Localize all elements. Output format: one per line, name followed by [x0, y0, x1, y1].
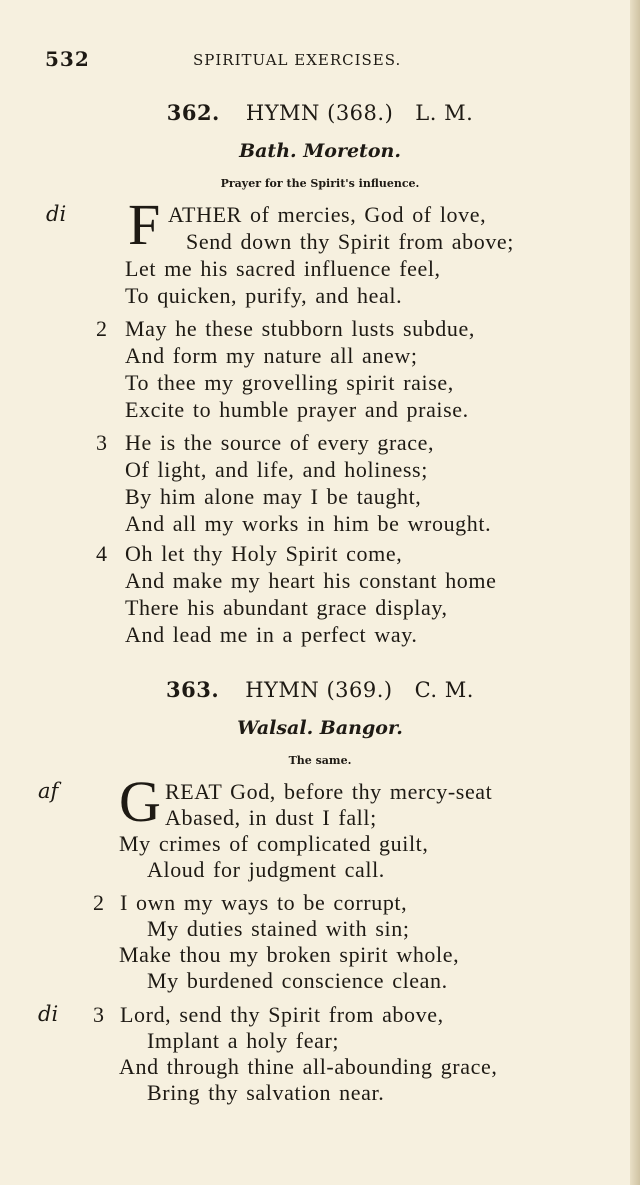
verse-number: 2	[93, 890, 104, 915]
margin-mark: af	[38, 779, 59, 803]
verse-line: Oh let thy Holy Spirit come,	[125, 541, 403, 566]
hymn-meter: C. M.	[414, 678, 474, 702]
verse-line: And form my nature all anew;	[125, 343, 418, 368]
verse-line: Make thou my broken spirit whole,	[119, 942, 460, 967]
verse-number: 3	[93, 1002, 104, 1027]
verse-line: Abased, in dust I fall;	[165, 805, 377, 830]
verse-line: Excite to humble prayer and praise.	[125, 397, 469, 422]
hymn-363-heading	[0, 677, 640, 702]
verse-line: Aloud for judgment call.	[147, 857, 385, 882]
hymn-363-tunes: Walsal. Bangor.	[237, 717, 403, 739]
verse-line: There his abundant grace display,	[125, 595, 448, 620]
verse-line: My duties stained with sin;	[147, 916, 410, 941]
verse-line: My crimes of complicated guilt,	[119, 831, 429, 856]
margin-mark: di	[38, 1002, 59, 1026]
hymn-number: 362.	[166, 100, 220, 125]
verse-line: May he these stubborn lusts subdue,	[125, 316, 475, 341]
hymn-label: HYMN	[245, 678, 320, 702]
hymn-362-subject: Prayer for the Spirit's influence.	[220, 177, 420, 190]
hymn-362-heading	[0, 100, 640, 125]
verse-line: Of light, and life, and holiness;	[125, 457, 428, 482]
verse-line: And through thine all-abounding grace,	[119, 1054, 498, 1079]
margin-mark: di	[46, 202, 67, 226]
verse-line: REAT God, before thy mercy-seat	[165, 779, 493, 804]
verse-line: Bring thy salvation near.	[147, 1080, 385, 1105]
verse-line: Implant a holy fear;	[147, 1028, 340, 1053]
verse-line: To thee my grovelling spirit raise,	[125, 370, 454, 395]
hymn-label: HYMN	[245, 101, 320, 125]
hymn-alt-number: (368.)	[327, 101, 394, 125]
verse-line: And lead me in a perfect way.	[125, 622, 418, 647]
page-header	[45, 47, 635, 77]
hymn-363-subject: The same.	[288, 754, 352, 767]
verse-number: 2	[96, 316, 107, 341]
verse-line: By him alone may I be taught,	[125, 484, 422, 509]
verse-line: ATHER of mercies, God of love,	[168, 202, 487, 227]
verse-line: And make my heart his constant home	[125, 568, 497, 593]
verse-line: I own my ways to be corrupt,	[120, 890, 408, 915]
drop-cap: G	[119, 769, 161, 834]
page-number: 532	[45, 47, 90, 71]
running-head: SPIRITUAL EXERCISES.	[193, 51, 402, 69]
verse-line: My burdened conscience clean.	[147, 968, 448, 993]
verse-number: 3	[96, 430, 107, 455]
verse-line: To quicken, purify, and heal.	[125, 283, 403, 308]
verse-line: And all my works in him be wrought.	[125, 511, 492, 536]
hymn-alt-number: (369.)	[326, 678, 393, 702]
verse-line: He is the source of every grace,	[125, 430, 435, 455]
drop-cap: F	[128, 192, 161, 257]
hymn-number: 363.	[166, 677, 220, 702]
verse-line: Lord, send thy Spirit from above,	[120, 1002, 444, 1027]
verse-line: Let me his sacred influence feel,	[125, 256, 441, 281]
hymn-362-tunes: Bath. Moreton.	[239, 140, 401, 162]
verse-line: Send down thy Spirit from above;	[186, 229, 515, 254]
hymn-meter: L. M.	[415, 101, 474, 125]
verse-number: 4	[96, 541, 107, 566]
